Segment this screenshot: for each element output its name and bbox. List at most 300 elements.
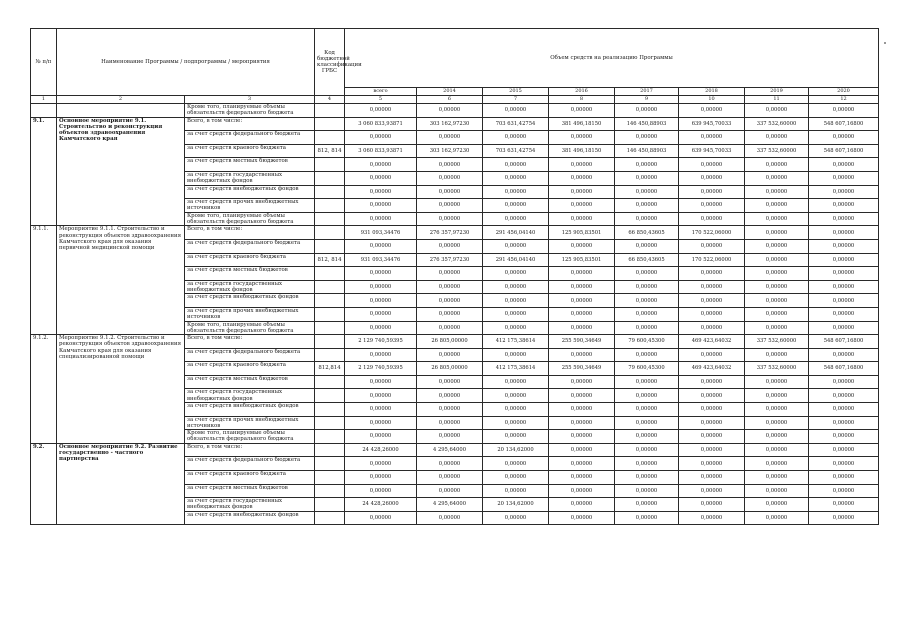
budget-code bbox=[315, 403, 345, 417]
funding-source: Всего, в том числе: bbox=[185, 226, 315, 240]
amount-cell: 0,00000 bbox=[483, 457, 549, 471]
amount-cell: 0,00000 bbox=[549, 158, 615, 172]
budget-code bbox=[315, 416, 345, 430]
amount-cell: 0,00000 bbox=[549, 375, 615, 389]
header-year: 2020 bbox=[809, 88, 879, 96]
budget-code bbox=[315, 471, 345, 485]
amount-cell: 291 456,04140 bbox=[483, 253, 549, 267]
amount-cell: 0,00000 bbox=[809, 212, 879, 226]
amount-cell: 0,00000 bbox=[345, 212, 417, 226]
amount-cell: 0,00000 bbox=[679, 131, 745, 145]
amount-cell: 0,00000 bbox=[809, 498, 879, 512]
amount-cell: 146 450,88903 bbox=[615, 144, 679, 158]
amount-cell: 0,00000 bbox=[615, 294, 679, 308]
amount-cell: 337 532,60000 bbox=[745, 117, 809, 131]
amount-cell: 0,00000 bbox=[549, 307, 615, 321]
amount-cell: 0,00000 bbox=[745, 471, 809, 485]
budget-code bbox=[315, 348, 345, 362]
amount-cell: 0,00000 bbox=[483, 389, 549, 403]
amount-cell: 0,00000 bbox=[745, 375, 809, 389]
amount-cell: 0,00000 bbox=[679, 375, 745, 389]
amount-cell: 0,00000 bbox=[417, 307, 483, 321]
amount-cell: 0,00000 bbox=[679, 294, 745, 308]
funding-source: за счет средств местных бюджетов bbox=[185, 375, 315, 389]
budget-code bbox=[315, 498, 345, 512]
amount-cell: 0,00000 bbox=[679, 498, 745, 512]
budget-code: 812,814 bbox=[315, 362, 345, 376]
amount-cell: 0,00000 bbox=[615, 471, 679, 485]
amount-cell: 0,00000 bbox=[345, 375, 417, 389]
amount-cell: 0,00000 bbox=[549, 321, 615, 335]
amount-cell: 0,00000 bbox=[679, 484, 745, 498]
amount-cell: 0,00000 bbox=[345, 280, 417, 294]
amount-cell: 0,00000 bbox=[345, 348, 417, 362]
header-code: Код бюджетной классификации ГРБС bbox=[315, 29, 345, 96]
amount-cell: 548 607,16800 bbox=[809, 144, 879, 158]
amount-cell: 0,00000 bbox=[549, 131, 615, 145]
amount-cell: 125 905,83501 bbox=[549, 226, 615, 240]
amount-cell: 0,00000 bbox=[417, 430, 483, 444]
funding-source: Кроме того, планируемые объемы обязательств федерального бюджета bbox=[185, 104, 315, 118]
amount-cell: 0,00000 bbox=[679, 457, 745, 471]
row-index: 9.1. bbox=[31, 117, 57, 226]
column-index: 2 bbox=[57, 96, 185, 104]
amount-cell: 0,00000 bbox=[615, 280, 679, 294]
amount-cell: 0,00000 bbox=[549, 430, 615, 444]
funding-source: за счет средств внебюджетных фондов bbox=[185, 403, 315, 417]
amount-cell: 0,00000 bbox=[679, 171, 745, 185]
amount-cell: 0,00000 bbox=[345, 185, 417, 199]
funding-source: за счет средств прочих внебюджетных источников bbox=[185, 307, 315, 321]
amount-cell: 0,00000 bbox=[679, 158, 745, 172]
amount-cell: 0,00000 bbox=[615, 375, 679, 389]
amount-cell: 0,00000 bbox=[745, 280, 809, 294]
row-index bbox=[31, 104, 57, 118]
amount-cell: 0,00000 bbox=[549, 185, 615, 199]
amount-cell: 0,00000 bbox=[745, 430, 809, 444]
amount-cell: 79 600,45300 bbox=[615, 362, 679, 376]
amount-cell: 0,00000 bbox=[549, 389, 615, 403]
amount-cell: 0,00000 bbox=[615, 104, 679, 118]
amount-cell: 639 945,70033 bbox=[679, 144, 745, 158]
amount-cell: 0,00000 bbox=[615, 498, 679, 512]
amount-cell: 26 805,00000 bbox=[417, 335, 483, 349]
budget-code bbox=[315, 375, 345, 389]
amount-cell: 931 093,34476 bbox=[345, 226, 417, 240]
row-title: Основное мероприятие 9.1. Строительство и реконструкция объектов здравоохранения Камчатского края bbox=[57, 117, 185, 226]
amount-cell: 0,00000 bbox=[745, 321, 809, 335]
amount-cell: 0,00000 bbox=[483, 294, 549, 308]
amount-cell: 303 162,97230 bbox=[417, 144, 483, 158]
amount-cell: 0,00000 bbox=[745, 104, 809, 118]
amount-cell: 0,00000 bbox=[417, 212, 483, 226]
header-year: 2017 bbox=[615, 88, 679, 96]
funding-source: за счет средств местных бюджетов bbox=[185, 267, 315, 281]
funding-source: Кроме того, планируемые объемы обязательств федерального бюджета bbox=[185, 430, 315, 444]
amount-cell: 0,00000 bbox=[809, 158, 879, 172]
amount-cell: 0,00000 bbox=[615, 267, 679, 281]
column-index: 5 bbox=[345, 96, 417, 104]
amount-cell: 0,00000 bbox=[345, 511, 417, 525]
funding-source: за счет средств краевого бюджета bbox=[185, 253, 315, 267]
funding-source: за счет средств прочих внебюджетных источников bbox=[185, 416, 315, 430]
amount-cell: 0,00000 bbox=[549, 294, 615, 308]
amount-cell: 0,00000 bbox=[417, 321, 483, 335]
amount-cell: 0,00000 bbox=[417, 511, 483, 525]
amount-cell: 125 905,83501 bbox=[549, 253, 615, 267]
document-page bbox=[30, 28, 878, 525]
budget-code bbox=[315, 307, 345, 321]
amount-cell: 381 496,18150 bbox=[549, 144, 615, 158]
funding-source: Всего, в том числе: bbox=[185, 443, 315, 457]
funding-source: за счет средств местных бюджетов bbox=[185, 484, 315, 498]
amount-cell: 0,00000 bbox=[615, 131, 679, 145]
budget-code: 812, 814 bbox=[315, 144, 345, 158]
amount-cell: 0,00000 bbox=[549, 280, 615, 294]
row-index: 9.1.2. bbox=[31, 335, 57, 444]
amount-cell: 0,00000 bbox=[417, 294, 483, 308]
amount-cell: 276 357,97230 bbox=[417, 226, 483, 240]
amount-cell: 24 428,26000 bbox=[345, 443, 417, 457]
amount-cell: 66 850,43605 bbox=[615, 253, 679, 267]
amount-cell: 0,00000 bbox=[417, 457, 483, 471]
table-body bbox=[31, 104, 879, 525]
header-volume: Объем средств на реализацию Программы bbox=[345, 29, 879, 88]
amount-cell: 79 600,45300 bbox=[615, 335, 679, 349]
header-name: Наименование Программы / подпрограммы / мероприятия bbox=[57, 29, 315, 96]
amount-cell: 0,00000 bbox=[345, 199, 417, 213]
amount-cell: 381 496,18150 bbox=[549, 117, 615, 131]
table-row bbox=[31, 117, 879, 131]
budget-code bbox=[315, 226, 345, 240]
amount-cell: 3 060 833,93871 bbox=[345, 144, 417, 158]
amount-cell: 26 805,00000 bbox=[417, 362, 483, 376]
amount-cell: 0,00000 bbox=[345, 267, 417, 281]
amount-cell: 291 456,04140 bbox=[483, 226, 549, 240]
program-funding-table bbox=[30, 28, 879, 525]
amount-cell: 0,00000 bbox=[745, 307, 809, 321]
header-year: 2014 bbox=[417, 88, 483, 96]
amount-cell: 0,00000 bbox=[809, 171, 879, 185]
funding-source: Кроме того, планируемые объемы обязательств федерального бюджета bbox=[185, 321, 315, 335]
amount-cell: 0,00000 bbox=[417, 199, 483, 213]
amount-cell: 0,00000 bbox=[549, 403, 615, 417]
amount-cell: 0,00000 bbox=[417, 171, 483, 185]
amount-cell: 0,00000 bbox=[345, 239, 417, 253]
amount-cell: 0,00000 bbox=[549, 511, 615, 525]
table-row bbox=[31, 443, 879, 457]
amount-cell: 0,00000 bbox=[679, 321, 745, 335]
amount-cell: 0,00000 bbox=[679, 104, 745, 118]
amount-cell: 0,00000 bbox=[345, 294, 417, 308]
amount-cell: 0,00000 bbox=[549, 443, 615, 457]
amount-cell: 0,00000 bbox=[417, 471, 483, 485]
amount-cell: 703 631,42754 bbox=[483, 117, 549, 131]
column-index: 10 bbox=[679, 96, 745, 104]
budget-code: 812, 814 bbox=[315, 253, 345, 267]
row-title: Мероприятие 9.1.2. Строительство и реконструкция объектов здравоохранения Камчатского края для оказания специализированной помощи bbox=[57, 335, 185, 444]
amount-cell: 0,00000 bbox=[417, 375, 483, 389]
amount-cell: 0,00000 bbox=[809, 239, 879, 253]
amount-cell: 548 607,16800 bbox=[809, 117, 879, 131]
amount-cell: 469 423,64032 bbox=[679, 335, 745, 349]
amount-cell: 0,00000 bbox=[809, 416, 879, 430]
amount-cell: 0,00000 bbox=[483, 267, 549, 281]
funding-source: за счет средств краевого бюджета bbox=[185, 362, 315, 376]
amount-cell: 255 590,34649 bbox=[549, 362, 615, 376]
amount-cell: 548 607,16800 bbox=[809, 362, 879, 376]
amount-cell: 0,00000 bbox=[483, 185, 549, 199]
amount-cell: 0,00000 bbox=[615, 321, 679, 335]
amount-cell: 0,00000 bbox=[809, 267, 879, 281]
amount-cell: 20 134,62000 bbox=[483, 498, 549, 512]
funding-source: за счет средств прочих внебюджетных источников bbox=[185, 199, 315, 213]
amount-cell: 0,00000 bbox=[679, 430, 745, 444]
amount-cell: 24 428,26000 bbox=[345, 498, 417, 512]
amount-cell: 0,00000 bbox=[615, 511, 679, 525]
budget-code bbox=[315, 430, 345, 444]
amount-cell: 0,00000 bbox=[549, 212, 615, 226]
amount-cell: 0,00000 bbox=[809, 226, 879, 240]
amount-cell: 0,00000 bbox=[549, 239, 615, 253]
header-total: всего bbox=[345, 88, 417, 96]
amount-cell: 0,00000 bbox=[615, 307, 679, 321]
amount-cell: 0,00000 bbox=[483, 471, 549, 485]
header-year: 2019 bbox=[745, 88, 809, 96]
amount-cell: 0,00000 bbox=[809, 375, 879, 389]
budget-code bbox=[315, 212, 345, 226]
amount-cell: 0,00000 bbox=[809, 104, 879, 118]
amount-cell: 0,00000 bbox=[345, 430, 417, 444]
amount-cell: 0,00000 bbox=[417, 416, 483, 430]
amount-cell: 0,00000 bbox=[745, 131, 809, 145]
amount-cell: 0,00000 bbox=[615, 212, 679, 226]
funding-source: за счет средств государственных внебюджетных фондов bbox=[185, 498, 315, 512]
funding-source: за счет средств государственных внебюджетных фондов bbox=[185, 389, 315, 403]
amount-cell: 0,00000 bbox=[483, 416, 549, 430]
amount-cell: 0,00000 bbox=[809, 321, 879, 335]
amount-cell: 0,00000 bbox=[679, 267, 745, 281]
amount-cell: 0,00000 bbox=[483, 131, 549, 145]
budget-code bbox=[315, 267, 345, 281]
amount-cell: 0,00000 bbox=[483, 104, 549, 118]
amount-cell: 0,00000 bbox=[809, 185, 879, 199]
amount-cell: 0,00000 bbox=[679, 280, 745, 294]
amount-cell: 276 357,97230 bbox=[417, 253, 483, 267]
amount-cell: 0,00000 bbox=[745, 443, 809, 457]
amount-cell: 0,00000 bbox=[345, 131, 417, 145]
amount-cell: 0,00000 bbox=[417, 158, 483, 172]
funding-source: за счет средств внебюджетных фондов bbox=[185, 185, 315, 199]
funding-source: за счет средств федерального бюджета bbox=[185, 457, 315, 471]
amount-cell: 0,00000 bbox=[745, 267, 809, 281]
funding-source: Кроме того, планируемые объемы обязательств федерального бюджета bbox=[185, 212, 315, 226]
amount-cell: 0,00000 bbox=[679, 212, 745, 226]
amount-cell: 0,00000 bbox=[809, 131, 879, 145]
amount-cell: 548 607,16800 bbox=[809, 335, 879, 349]
amount-cell: 0,00000 bbox=[417, 484, 483, 498]
amount-cell: 0,00000 bbox=[809, 253, 879, 267]
budget-code bbox=[315, 104, 345, 118]
amount-cell: 337 532,60000 bbox=[745, 362, 809, 376]
amount-cell: 0,00000 bbox=[483, 511, 549, 525]
amount-cell: 0,00000 bbox=[809, 471, 879, 485]
budget-code bbox=[315, 158, 345, 172]
amount-cell: 4 295,64000 bbox=[417, 498, 483, 512]
amount-cell: 0,00000 bbox=[615, 484, 679, 498]
amount-cell: 0,00000 bbox=[549, 416, 615, 430]
amount-cell: 0,00000 bbox=[745, 171, 809, 185]
budget-code bbox=[315, 239, 345, 253]
row-index: 9.1.1. bbox=[31, 226, 57, 335]
amount-cell: 0,00000 bbox=[345, 416, 417, 430]
amount-cell: 0,00000 bbox=[615, 171, 679, 185]
amount-cell: 0,00000 bbox=[745, 457, 809, 471]
amount-cell: 4 295,64000 bbox=[417, 443, 483, 457]
amount-cell: 0,00000 bbox=[745, 416, 809, 430]
amount-cell: 0,00000 bbox=[745, 158, 809, 172]
amount-cell: 0,00000 bbox=[483, 171, 549, 185]
amount-cell: 0,00000 bbox=[809, 484, 879, 498]
amount-cell: 0,00000 bbox=[549, 199, 615, 213]
amount-cell: 0,00000 bbox=[615, 185, 679, 199]
row-index: 9.2. bbox=[31, 443, 57, 525]
amount-cell: 0,00000 bbox=[679, 348, 745, 362]
budget-code bbox=[315, 294, 345, 308]
budget-code bbox=[315, 511, 345, 525]
funding-source: за счет средств федерального бюджета bbox=[185, 239, 315, 253]
amount-cell: 0,00000 bbox=[809, 457, 879, 471]
amount-cell: 0,00000 bbox=[483, 348, 549, 362]
amount-cell: 0,00000 bbox=[345, 321, 417, 335]
amount-cell: 0,00000 bbox=[483, 484, 549, 498]
budget-code bbox=[315, 131, 345, 145]
amount-cell: 0,00000 bbox=[345, 171, 417, 185]
amount-cell: 0,00000 bbox=[417, 104, 483, 118]
amount-cell: 0,00000 bbox=[679, 199, 745, 213]
amount-cell: 0,00000 bbox=[679, 471, 745, 485]
amount-cell: 0,00000 bbox=[679, 511, 745, 525]
amount-cell: 0,00000 bbox=[345, 307, 417, 321]
amount-cell: 0,00000 bbox=[417, 348, 483, 362]
amount-cell: 0,00000 bbox=[417, 131, 483, 145]
amount-cell: 0,00000 bbox=[745, 511, 809, 525]
amount-cell: 0,00000 bbox=[615, 348, 679, 362]
budget-code bbox=[315, 389, 345, 403]
funding-source: за счет средств федерального бюджета bbox=[185, 348, 315, 362]
budget-code bbox=[315, 185, 345, 199]
amount-cell: 0,00000 bbox=[745, 403, 809, 417]
header-year: 2015 bbox=[483, 88, 549, 96]
amount-cell: 0,00000 bbox=[549, 484, 615, 498]
amount-cell: 0,00000 bbox=[483, 375, 549, 389]
amount-cell: 0,00000 bbox=[483, 199, 549, 213]
amount-cell: 0,00000 bbox=[417, 267, 483, 281]
amount-cell: 0,00000 bbox=[549, 348, 615, 362]
scan-speck bbox=[884, 42, 886, 44]
amount-cell: 0,00000 bbox=[345, 158, 417, 172]
amount-cell: 0,00000 bbox=[549, 457, 615, 471]
budget-code bbox=[315, 335, 345, 349]
amount-cell: 0,00000 bbox=[745, 389, 809, 403]
funding-source: за счет средств федерального бюджета bbox=[185, 131, 315, 145]
column-index: 7 bbox=[483, 96, 549, 104]
amount-cell: 170 522,06000 bbox=[679, 253, 745, 267]
row-title: Мероприятие 9.1.1. Строительство и реконструкция объектов здравоохранения Камчатского края для оказания первичной медицинской помощи bbox=[57, 226, 185, 335]
funding-source: за счет средств внебюджетных фондов bbox=[185, 294, 315, 308]
amount-cell: 0,00000 bbox=[679, 239, 745, 253]
funding-source: Всего, в том числе: bbox=[185, 335, 315, 349]
column-index: 3 bbox=[185, 96, 315, 104]
header-year: 2016 bbox=[549, 88, 615, 96]
funding-source: за счет средств краевого бюджета bbox=[185, 144, 315, 158]
amount-cell: 0,00000 bbox=[615, 199, 679, 213]
budget-code bbox=[315, 199, 345, 213]
funding-source: за счет средств государственных внебюджетных фондов bbox=[185, 171, 315, 185]
amount-cell: 0,00000 bbox=[679, 185, 745, 199]
amount-cell: 639 945,70033 bbox=[679, 117, 745, 131]
amount-cell: 0,00000 bbox=[809, 443, 879, 457]
amount-cell: 0,00000 bbox=[745, 253, 809, 267]
amount-cell: 0,00000 bbox=[809, 389, 879, 403]
amount-cell: 0,00000 bbox=[679, 307, 745, 321]
amount-cell: 0,00000 bbox=[345, 389, 417, 403]
row-title bbox=[57, 104, 185, 118]
amount-cell: 0,00000 bbox=[809, 294, 879, 308]
column-index: 1 bbox=[31, 96, 57, 104]
amount-cell: 0,00000 bbox=[809, 348, 879, 362]
amount-cell: 0,00000 bbox=[745, 294, 809, 308]
amount-cell: 0,00000 bbox=[549, 267, 615, 281]
column-index: 9 bbox=[615, 96, 679, 104]
amount-cell: 3 060 833,93871 bbox=[345, 117, 417, 131]
amount-cell: 0,00000 bbox=[483, 212, 549, 226]
amount-cell: 0,00000 bbox=[745, 239, 809, 253]
amount-cell: 0,00000 bbox=[615, 403, 679, 417]
amount-cell: 255 590,34649 bbox=[549, 335, 615, 349]
amount-cell: 0,00000 bbox=[483, 280, 549, 294]
column-index: 11 bbox=[745, 96, 809, 104]
amount-cell: 0,00000 bbox=[745, 226, 809, 240]
amount-cell: 0,00000 bbox=[549, 104, 615, 118]
amount-cell: 0,00000 bbox=[615, 389, 679, 403]
amount-cell: 0,00000 bbox=[345, 104, 417, 118]
funding-source: за счет средств краевого бюджета bbox=[185, 471, 315, 485]
amount-cell: 0,00000 bbox=[615, 430, 679, 444]
amount-cell: 0,00000 bbox=[345, 471, 417, 485]
column-index: 4 bbox=[315, 96, 345, 104]
amount-cell: 0,00000 bbox=[483, 430, 549, 444]
amount-cell: 0,00000 bbox=[483, 321, 549, 335]
amount-cell: 0,00000 bbox=[745, 348, 809, 362]
amount-cell: 146 450,88903 bbox=[615, 117, 679, 131]
amount-cell: 0,00000 bbox=[417, 185, 483, 199]
amount-cell: 0,00000 bbox=[345, 403, 417, 417]
budget-code bbox=[315, 457, 345, 471]
budget-code bbox=[315, 171, 345, 185]
amount-cell: 337 532,60000 bbox=[745, 144, 809, 158]
amount-cell: 2 129 740,59395 bbox=[345, 335, 417, 349]
amount-cell: 469 423,64032 bbox=[679, 362, 745, 376]
budget-code bbox=[315, 484, 345, 498]
amount-cell: 0,00000 bbox=[809, 430, 879, 444]
amount-cell: 303 162,97230 bbox=[417, 117, 483, 131]
amount-cell: 0,00000 bbox=[345, 484, 417, 498]
column-index: 8 bbox=[549, 96, 615, 104]
amount-cell: 0,00000 bbox=[745, 212, 809, 226]
amount-cell: 0,00000 bbox=[615, 443, 679, 457]
amount-cell: 0,00000 bbox=[417, 403, 483, 417]
